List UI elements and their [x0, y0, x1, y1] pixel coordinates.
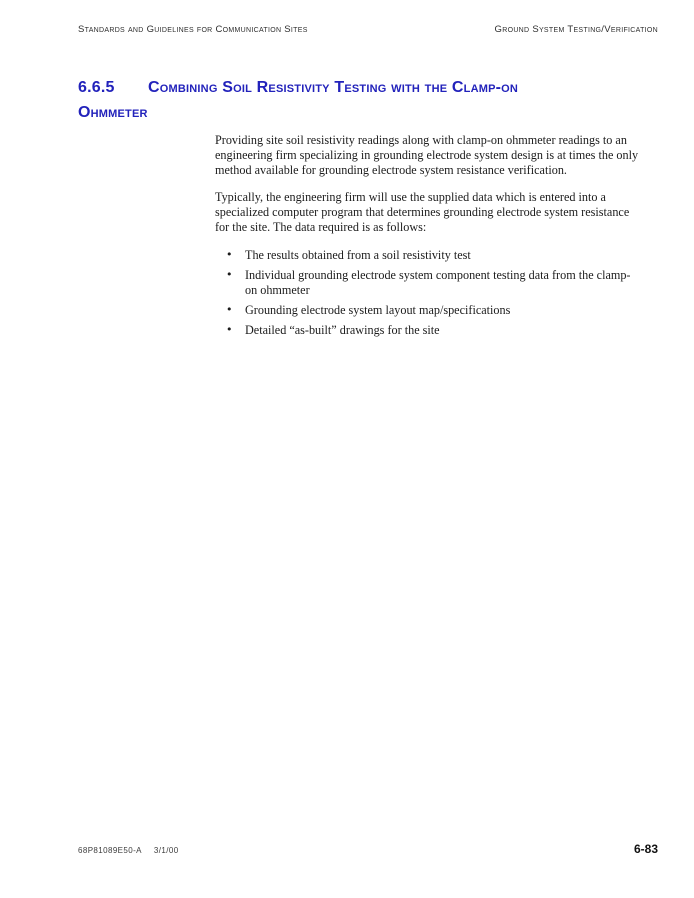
bullet-line: The results obtained from a soil resistivity test — [245, 247, 471, 262]
bullet-icon: • — [226, 323, 233, 337]
paragraph-line: for the site. The data required is as follows: — [215, 219, 427, 234]
bullet-icon: • — [226, 247, 233, 261]
bullet-line: on ohmmeter — [245, 282, 310, 297]
list-item — [215, 303, 665, 318]
bullet-line: Individual grounding electrode system component testing data from the clamp- — [245, 268, 631, 283]
footer-date: 3/1/00 — [153, 846, 179, 855]
list-item — [215, 268, 665, 298]
paragraph-line: Providing site soil resistivity readings along with clamp-on ohmmeter readings to an — [215, 133, 627, 147]
header-left-title: Standards and Guidelines for Communication Sites — [78, 24, 308, 35]
paragraph-2 — [215, 190, 665, 234]
paragraph-1 — [215, 133, 665, 177]
section-title-line1: Combining Soil Resistivity Testing with the Clamp-on — [148, 79, 519, 96]
header-right-title: Ground System Testing/Verification — [494, 24, 658, 35]
bullet-icon: • — [226, 303, 233, 317]
bullet-icon: • — [226, 268, 233, 282]
section-title-line2: Ohmmeter — [78, 104, 148, 121]
paragraph-line: specialized computer program that determines grounding electrode system resistance — [215, 205, 630, 220]
section-number: 6.6.5 — [78, 79, 115, 96]
bullet-line: Detailed “as-built” drawings for the site — [245, 323, 440, 338]
list-item — [215, 248, 665, 263]
body-content — [215, 133, 665, 344]
section-heading-line1 — [78, 75, 653, 100]
footer-page-number: 6-83 — [633, 842, 658, 856]
paragraph-line: Typically, the engineering firm will use the supplied data which is entered into a — [215, 190, 606, 205]
bullet-list — [215, 248, 665, 338]
bullet-line: Grounding electrode system layout map/specifications — [245, 303, 511, 318]
page-footer-left — [78, 846, 179, 855]
section-heading — [78, 75, 653, 125]
footer-doc-number: 68P81089E50-A — [78, 846, 142, 855]
list-item — [215, 323, 665, 338]
paragraph-line: method available for grounding electrode system resistance verification. — [215, 162, 567, 177]
page-header — [78, 24, 658, 35]
paragraph-line: engineering firm specializing in grounding electrode system design is at times the only — [215, 147, 639, 162]
